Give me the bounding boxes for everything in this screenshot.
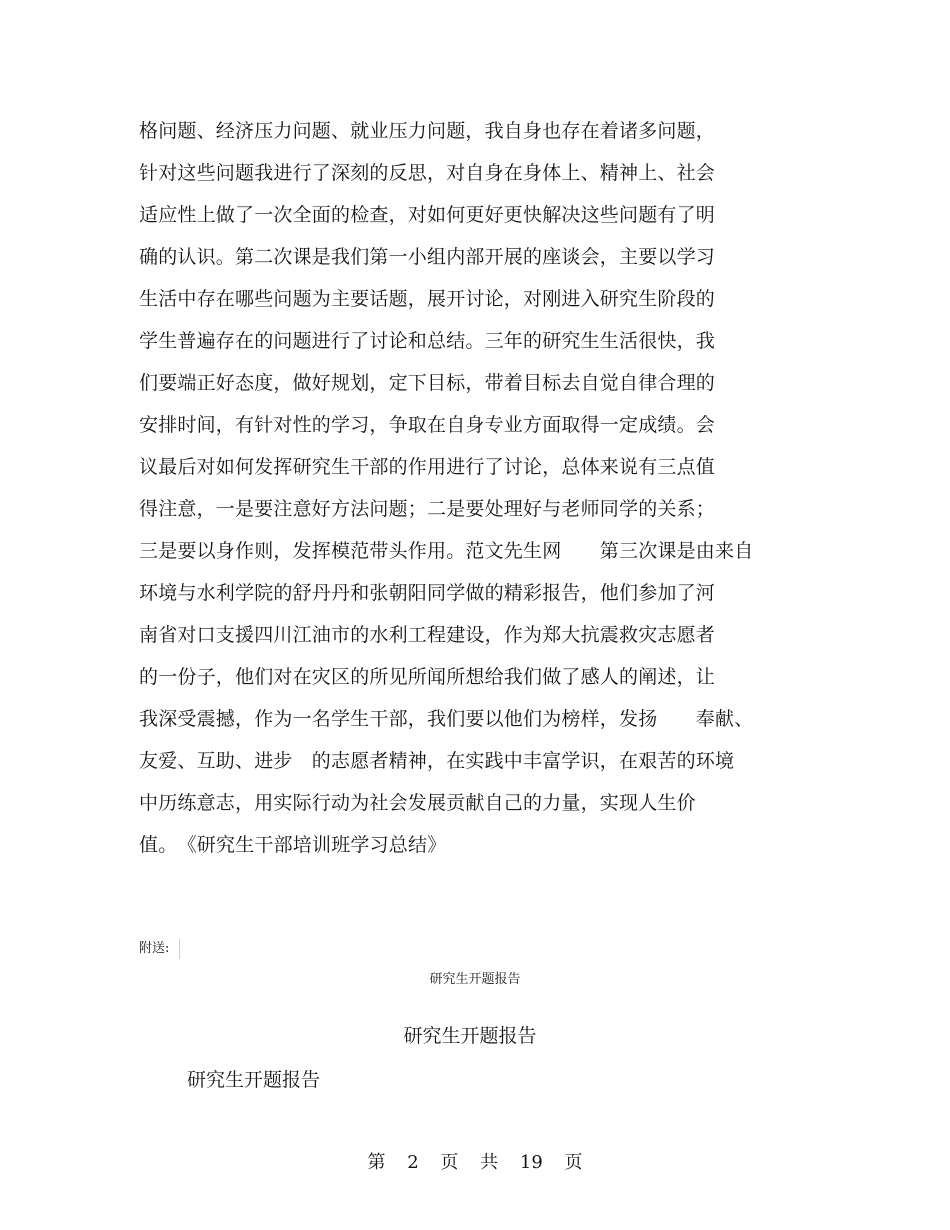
body-line: 得注意，一是要注意好方法问题；二是要处理好与老师同学的关系； xyxy=(139,498,716,520)
body-line: 议最后对如何发挥研究生干部的作用进行了讨论，总体来说有三点值 xyxy=(139,456,716,478)
appendix-header: 研究生开题报告 xyxy=(429,972,521,987)
appendix-divider xyxy=(179,939,180,959)
footer-suffix: 页 xyxy=(564,1152,583,1173)
body-line: 三是要以身作则，发挥模范带头作用。范文先生网 第三次课是由来自 xyxy=(139,540,754,562)
body-line: 安排时间，有针对性的学习，争取在自身专业方面取得一定成绩。会 xyxy=(139,414,716,436)
body-text xyxy=(139,110,819,866)
footer-total-word: 共 xyxy=(480,1152,499,1173)
page-footer xyxy=(0,1150,950,1176)
document-title: 研究生开题报告 xyxy=(403,1025,537,1047)
body-line: 的一份子，他们对在灾区的所见所闻所想给我们做了感人的阐述，让 xyxy=(139,666,716,688)
footer-current-page: 2 xyxy=(407,1152,419,1173)
appendix-label: 附送: xyxy=(139,941,170,956)
body-line: 我深受震撼，作为一名学生干部，我们要以他们为榜样，发扬 奉献、 xyxy=(139,708,754,730)
footer-total-pages: 19 xyxy=(519,1152,543,1173)
body-line: 格问题、经济压力问题、就业压力问题，我自身也存在着诸多问题， xyxy=(139,120,716,142)
body-line: 环境与水利学院的舒丹丹和张朝阳同学做的精彩报告，他们参加了河 xyxy=(139,582,716,604)
body-line: 友爱、互助、进步 的志愿者精神，在实践中丰富学识，在艰苦的环境 xyxy=(139,750,735,772)
footer-page-word: 页 xyxy=(440,1152,459,1173)
body-line: 们要端正好态度，做好规划，定下目标，带着目标去自觉自律合理的 xyxy=(139,372,716,394)
body-line: 适应性上做了一次全面的检查，对如何更好更快解决这些问题有了明 xyxy=(139,204,716,226)
body-line: 针对这些问题我进行了深刻的反思，对自身在身体上、精神上、社会 xyxy=(139,162,716,184)
body-line: 值。 《研究生干部培训班学习总结》 xyxy=(139,834,447,856)
appendix-row xyxy=(139,938,180,960)
document-subtitle: 研究生开题报告 xyxy=(187,1069,321,1091)
body-line: 中历练意志，用实际行动为社会发展贡献自己的力量，实现人生价 xyxy=(139,792,696,814)
footer-prefix: 第 xyxy=(367,1152,386,1173)
body-line: 南省对口支援四川江油市的水利工程建设，作为郑大抗震救灾志愿者 xyxy=(139,624,716,646)
body-line: 学生普遍存在的问题进行了讨论和总结。三年的研究生生活很快，我 xyxy=(139,330,716,352)
body-line: 确的认识。第二次课是我们第一小组内部开展的座谈会，主要以学习 xyxy=(139,246,716,268)
body-line: 生活中存在哪些问题为主要话题，展开讨论，对刚进入研究生阶段的 xyxy=(139,288,716,310)
